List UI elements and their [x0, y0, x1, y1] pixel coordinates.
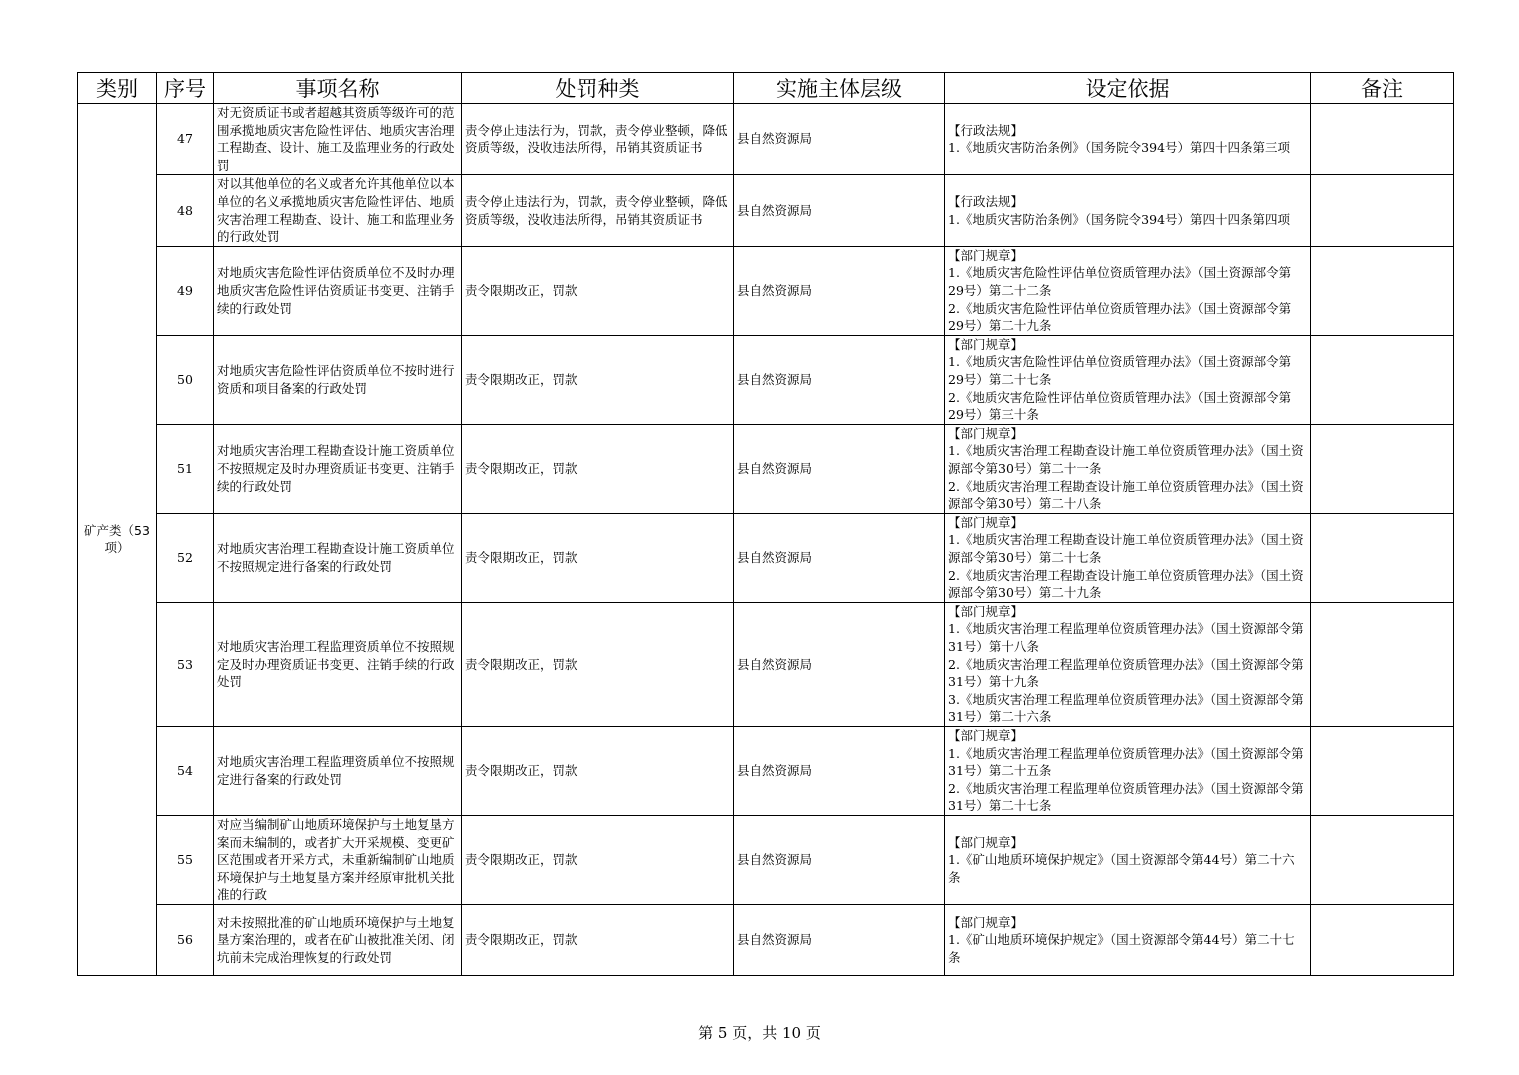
remarks-cell — [1311, 513, 1454, 602]
legal-basis-line: 【部门规章】 — [948, 834, 1024, 850]
remarks-cell — [1311, 246, 1454, 335]
row-number: 52 — [157, 513, 214, 602]
item-name: 对以其他单位的名义或者允许其他单位以本单位的名义承揽地质灾害危险性评估、地质灾害治理工程勘查、设计、施工和监理业务的行政处罚 — [214, 175, 462, 246]
legal-basis — [945, 335, 1311, 424]
penalty-type: 责令限期改正，罚款 — [462, 246, 734, 335]
row-number: 49 — [157, 246, 214, 335]
penalty-type: 责令停止违法行为，罚款，责令停业整顿，降低资质等级，没收违法所得，吊销其资质证书 — [462, 104, 734, 175]
row-number: 47 — [157, 104, 214, 175]
legal-basis-line: 1.《地质灾害危险性评估单位资质管理办法》（国土资源部令第29号）第二十七条 — [948, 354, 1292, 387]
agency-level: 县自然资源局 — [734, 246, 945, 335]
header-legal-basis: 设定依据 — [945, 73, 1311, 104]
remarks-cell — [1311, 904, 1454, 975]
item-name: 对地质灾害危险性评估资质单位不及时办理地质灾害危险性评估资质证书变更、注销手续的行政处罚 — [214, 246, 462, 335]
header-agency-level: 实施主体层级 — [734, 73, 945, 104]
legal-basis-line: 2.《地质灾害治理工程勘查设计施工单位资质管理办法》（国土资源部令第30号）第二十八条 — [948, 478, 1304, 512]
table-row — [78, 175, 1454, 246]
remarks-cell — [1311, 815, 1454, 904]
row-number: 53 — [157, 602, 214, 726]
penalty-type: 责令限期改正，罚款 — [462, 726, 734, 815]
table-row — [78, 513, 1454, 602]
legal-basis-line: 1.《地质灾害防治条例》（国务院令394号）第四十四条第四项 — [948, 211, 1291, 227]
row-number: 50 — [157, 335, 214, 424]
legal-basis-line: 【部门规章】 — [948, 247, 1024, 263]
legal-basis-line: 1.《地质灾害治理工程勘查设计施工单位资质管理办法》（国土资源部令第30号）第二十七条 — [948, 532, 1304, 565]
table-row — [78, 246, 1454, 335]
legal-basis-line: 【行政法规】 — [948, 122, 1024, 138]
legal-basis-line: 2.《地质灾害治理工程监理单位资质管理办法》（国土资源部令第31号）第十九条 — [948, 656, 1304, 690]
table-body — [78, 104, 1454, 976]
penalty-type: 责令限期改正，罚款 — [462, 904, 734, 975]
legal-basis-line: 【行政法规】 — [948, 193, 1024, 209]
penalty-type: 责令限期改正，罚款 — [462, 513, 734, 602]
legal-basis-line: 2.《地质灾害危险性评估单位资质管理办法》（国土资源部令第29号）第二十九条 — [948, 300, 1292, 334]
item-name: 对未按照批准的矿山地质环境保护与土地复垦方案治理的，或者在矿山被批准关闭、闭坑前未完成治理恢复的行政处罚 — [214, 904, 462, 975]
penalty-type: 责令限期改正，罚款 — [462, 335, 734, 424]
legal-basis-line: 【部门规章】 — [948, 336, 1024, 352]
legal-basis-line: 1.《地质灾害治理工程监理单位资质管理办法》（国土资源部令第31号）第十八条 — [948, 621, 1304, 654]
item-name: 对地质灾害治理工程勘查设计施工资质单位不按照规定进行备案的行政处罚 — [214, 513, 462, 602]
legal-basis — [945, 513, 1311, 602]
legal-basis-line: 【部门规章】 — [948, 514, 1024, 530]
row-number: 48 — [157, 175, 214, 246]
agency-level: 县自然资源局 — [734, 513, 945, 602]
page-footer: 第 5 页，共 10 页 — [698, 1024, 821, 1042]
penalty-type: 责令限期改正，罚款 — [462, 424, 734, 513]
legal-basis-line: 1.《地质灾害防治条例》（国务院令394号）第四十四条第三项 — [948, 140, 1291, 156]
table-row — [78, 904, 1454, 975]
item-name: 对地质灾害治理工程监理资质单位不按照规定及时办理资质证书变更、注销手续的行政处罚 — [214, 602, 462, 726]
legal-basis-line: 【部门规章】 — [948, 603, 1024, 619]
row-number: 54 — [157, 726, 214, 815]
legal-basis-line: 【部门规章】 — [948, 914, 1024, 930]
header-item-name: 事项名称 — [214, 73, 462, 104]
table-row — [78, 602, 1454, 726]
header-category: 类别 — [78, 73, 157, 104]
penalty-type: 责令限期改正，罚款 — [462, 602, 734, 726]
legal-basis — [945, 424, 1311, 513]
legal-basis — [945, 104, 1311, 175]
legal-basis-line: 3.《地质灾害治理工程监理单位资质管理办法》（国土资源部令第31号）第二十六条 — [948, 691, 1304, 725]
legal-basis — [945, 175, 1311, 246]
remarks-cell — [1311, 335, 1454, 424]
table-row — [78, 104, 1454, 175]
agency-level: 县自然资源局 — [734, 602, 945, 726]
legal-basis — [945, 815, 1311, 904]
item-name: 对地质灾害危险性评估资质单位不按时进行资质和项目备案的行政处罚 — [214, 335, 462, 424]
agency-level: 县自然资源局 — [734, 335, 945, 424]
agency-level: 县自然资源局 — [734, 815, 945, 904]
header-number: 序号 — [157, 73, 214, 104]
legal-basis — [945, 904, 1311, 975]
legal-basis-line: 1.《矿山地质环境保护规定》（国土资源部令第44号）第二十七条 — [948, 932, 1295, 965]
agency-level: 县自然资源局 — [734, 726, 945, 815]
remarks-cell — [1311, 424, 1454, 513]
row-number: 51 — [157, 424, 214, 513]
legal-basis — [945, 246, 1311, 335]
legal-basis-line: 2.《地质灾害治理工程监理单位资质管理办法》（国土资源部令第31号）第二十七条 — [948, 780, 1304, 814]
remarks-cell — [1311, 602, 1454, 726]
row-number: 56 — [157, 904, 214, 975]
penalty-table — [77, 72, 1454, 976]
table-row — [78, 726, 1454, 815]
remarks-cell — [1311, 104, 1454, 175]
legal-basis-line: 1.《地质灾害治理工程监理单位资质管理办法》（国土资源部令第31号）第二十五条 — [948, 745, 1304, 779]
legal-basis-line: 1.《地质灾害治理工程勘查设计施工单位资质管理办法》（国土资源部令第30号）第二十一条 — [948, 443, 1304, 476]
legal-basis — [945, 726, 1311, 815]
category-cell: 矿产类（53项） — [78, 104, 157, 976]
legal-basis-line: 1.《地质灾害危险性评估单位资质管理办法》（国土资源部令第29号）第二十二条 — [948, 265, 1292, 298]
agency-level: 县自然资源局 — [734, 424, 945, 513]
legal-basis-line: 2.《地质灾害治理工程勘查设计施工单位资质管理办法》（国土资源部令第30号）第二十九条 — [948, 567, 1304, 601]
agency-level: 县自然资源局 — [734, 175, 945, 246]
item-name: 对地质灾害治理工程勘查设计施工资质单位不按照规定及时办理资质证书变更、注销手续的行政处罚 — [214, 424, 462, 513]
legal-basis-line: 2.《地质灾害危险性评估单位资质管理办法》（国土资源部令第29号）第三十条 — [948, 389, 1292, 423]
legal-basis — [945, 602, 1311, 726]
row-number: 55 — [157, 815, 214, 904]
agency-level: 县自然资源局 — [734, 904, 945, 975]
item-name: 对地质灾害治理工程监理资质单位不按照规定进行备案的行政处罚 — [214, 726, 462, 815]
legal-basis-line: 1.《矿山地质环境保护规定》（国土资源部令第44号）第二十六条 — [948, 852, 1295, 885]
table-row — [78, 424, 1454, 513]
penalty-type: 责令停止违法行为，罚款，责令停业整顿，降低资质等级，没收违法所得，吊销其资质证书 — [462, 175, 734, 246]
legal-basis-line: 【部门规章】 — [948, 425, 1024, 441]
remarks-cell — [1311, 726, 1454, 815]
remarks-cell — [1311, 175, 1454, 246]
item-name: 对无资质证书或者超越其资质等级许可的范围承揽地质灾害危险性评估、地质灾害治理工程勘查、设计、施工及监理业务的行政处罚 — [214, 104, 462, 175]
table-header-row — [78, 73, 1454, 104]
penalty-type: 责令限期改正，罚款 — [462, 815, 734, 904]
header-penalty-type: 处罚种类 — [462, 73, 734, 104]
legal-basis-line: 【部门规章】 — [948, 727, 1024, 743]
agency-level: 县自然资源局 — [734, 104, 945, 175]
item-name: 对应当编制矿山地质环境保护与土地复垦方案而未编制的，或者扩大开采规模、变更矿区范围或者开采方式，未重新编制矿山地质环境保护与土地复垦方案并经原审批机关批准的行政 — [214, 815, 462, 904]
header-remarks: 备注 — [1311, 73, 1454, 104]
table-row — [78, 815, 1454, 904]
table-row — [78, 335, 1454, 424]
